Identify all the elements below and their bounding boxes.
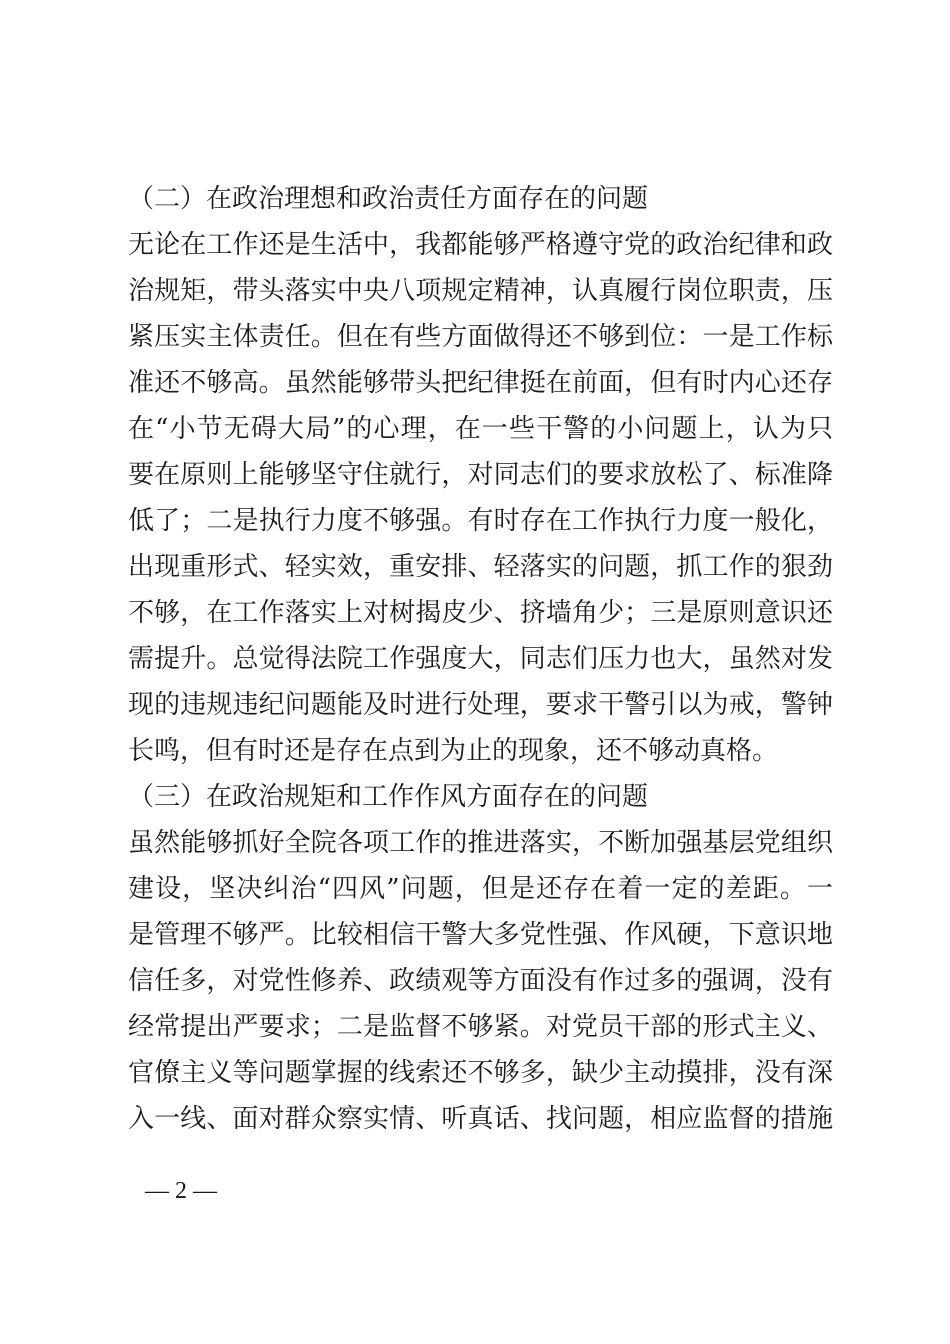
paragraph-line: 长鸣，但有时还是存在点到为止的现象，还不够动真格。 [128, 736, 779, 766]
page-number: — 2 — [145, 1178, 217, 1204]
paragraph-line: 建设，坚决纠治“四风”问题，但是还存在着一定的差距。一 [128, 874, 833, 904]
paragraph-line: 在“小节无碍大局”的心理，在一些干警的小问题上，认为只 [128, 414, 833, 444]
paragraph-line: 低了；二是执行力度不够强。有时存在工作执行力度一般化， [128, 506, 833, 536]
paragraph-line: 无论在工作还是生活中，我都能够严格遵守党的政治纪律和政 [128, 230, 833, 260]
paragraph-line: 经常提出严要求；二是监督不够紧。对党员干部的形式主义、 [128, 1012, 833, 1042]
paragraph-line: 入一线、面对群众察实情、听真话、找问题，相应监督的措施 [128, 1104, 833, 1134]
paragraph-line: 需提升。总觉得法院工作强度大，同志们压力也大，虽然对发 [128, 644, 833, 674]
paragraph-line: 信任多，对党性修养、政绩观等方面没有作过多的强调，没有 [128, 966, 833, 996]
paragraph-line: 现的违规违纪问题能及时进行处理，要求干警引以为戒，警钟 [128, 690, 833, 720]
paragraph-line: 出现重形式、轻实效，重安排、轻落实的问题，抓工作的狠劲 [128, 552, 833, 582]
paragraph-line: 治规矩，带头落实中央八项规定精神，认真履行岗位职责，压 [128, 276, 833, 306]
paragraph-line: 虽然能够抓好全院各项工作的推进落实，不断加强基层党组织 [128, 828, 833, 858]
paragraph-line: 官僚主义等问题掌握的线索还不够多，缺少主动摸排，没有深 [128, 1058, 833, 1088]
paragraph-line: 要在原则上能够坚守住就行，对同志们的要求放松了、标准降 [128, 460, 833, 490]
paragraph-line: 不够，在工作落实上对树揭皮少、挤墙角少；三是原则意识还 [128, 598, 833, 628]
paragraph-line: 紧压实主体责任。但在有些方面做得还不够到位：一是工作标 [128, 322, 833, 352]
section-heading-2: （二）在政治理想和政治责任方面存在的问题 [128, 184, 649, 214]
paragraph-line: 准还不够高。虽然能够带头把纪律挺在前面，但有时内心还存 [128, 368, 833, 398]
paragraph-line: 是管理不够严。比较相信干警大多党性强、作风硬，下意识地 [128, 920, 833, 950]
document-body [128, 176, 833, 1142]
section-heading-3: （三）在政治规矩和工作作风方面存在的问题 [128, 782, 649, 812]
